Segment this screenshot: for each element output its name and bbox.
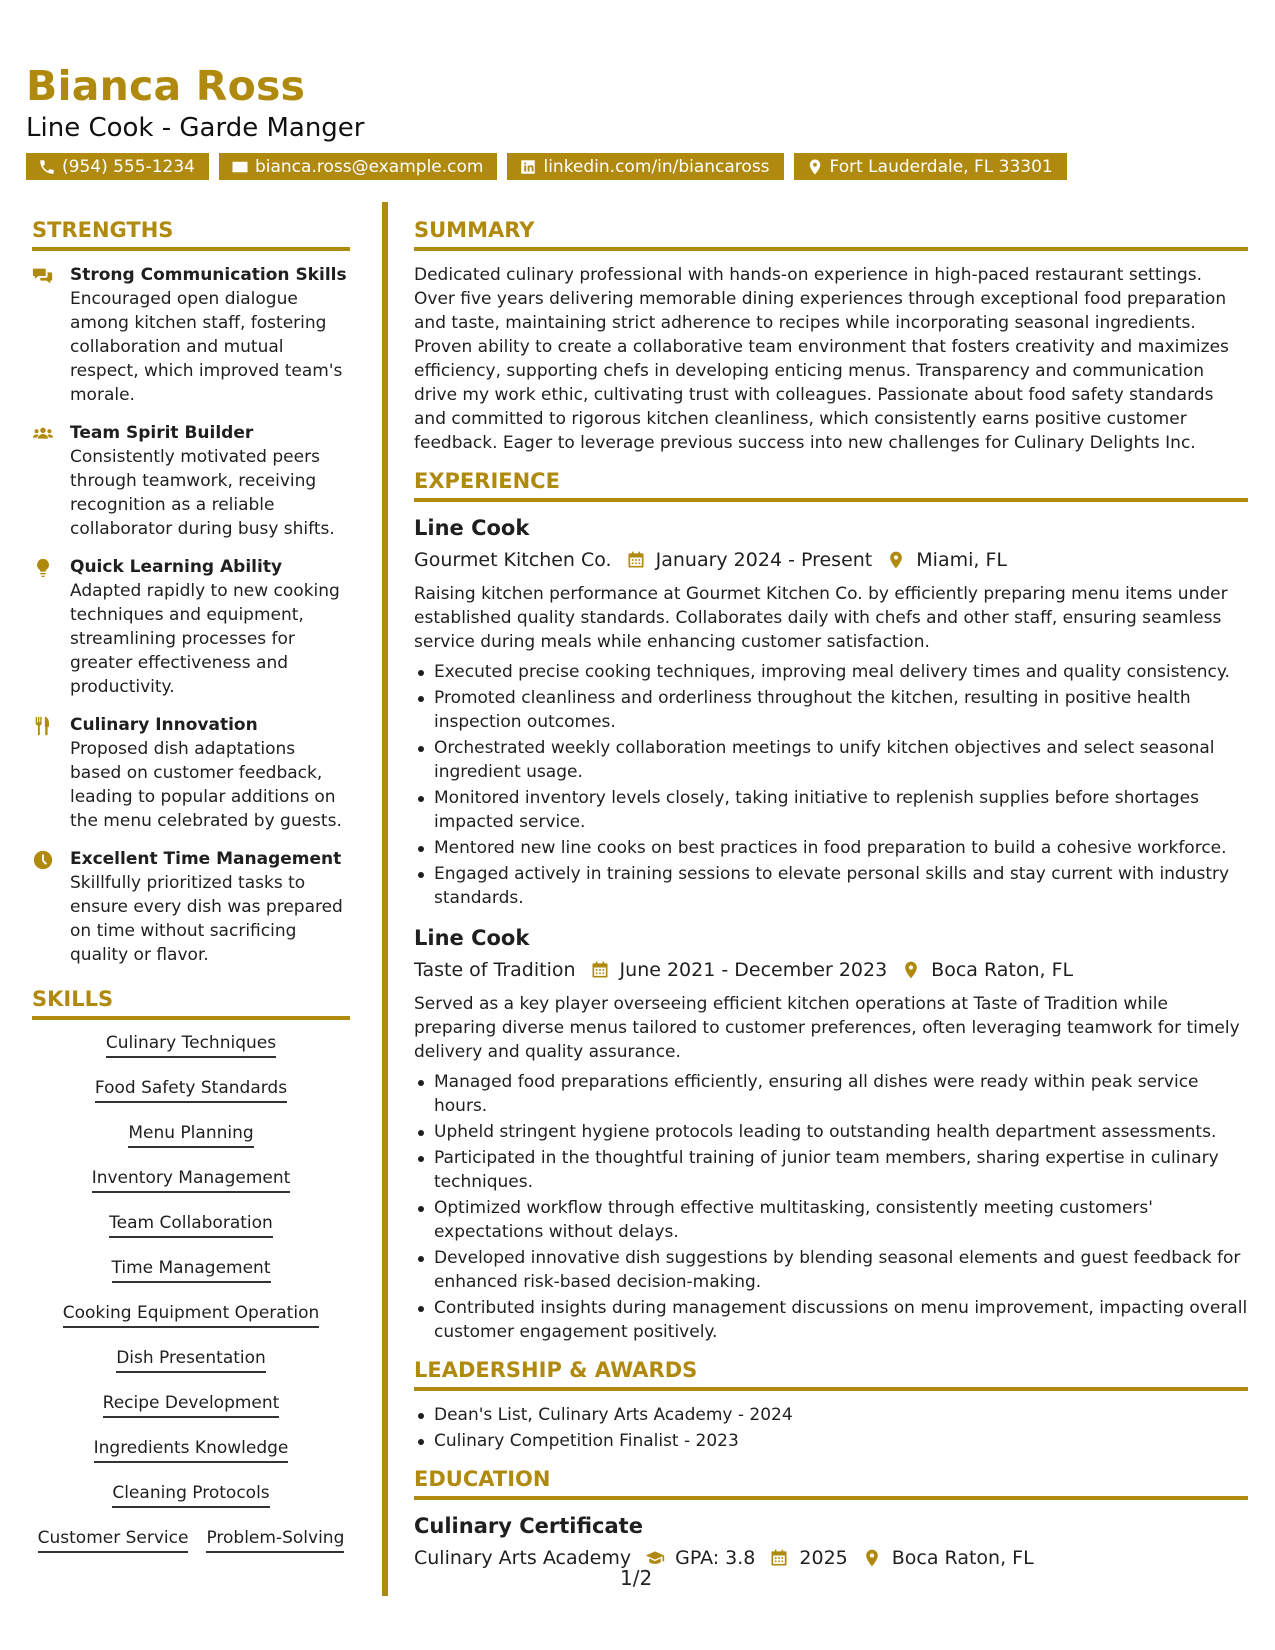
map-pin-icon: [862, 1548, 882, 1568]
job-company: Gourmet Kitchen Co.: [414, 549, 612, 571]
list-item: Monitored inventory levels closely, taking initiative to replenish supplies before shortages impacted service.: [414, 786, 1248, 834]
list-item: Optimized workflow through effective multitasking, consistently meeting customers' expectations without delays.: [414, 1196, 1248, 1244]
strength-item: [32, 421, 350, 541]
strength-item: [32, 713, 350, 833]
job-entry: [414, 514, 1248, 910]
strength-desc: Proposed dish adaptations based on customer feedback, leading to popular additions on the menu celebrated by guests.: [70, 739, 342, 831]
contact-phone-text: (954) 555-1234: [62, 156, 195, 177]
list-item: Developed innovative dish suggestions by blending seasonal elements and guest feedback for enhanced risk-based decision-making.: [414, 1246, 1248, 1294]
job-location: Miami, FL: [916, 549, 1007, 571]
experience-heading: EXPERIENCE: [414, 469, 1248, 502]
skill-item: Ingredients Knowledge: [94, 1437, 289, 1463]
job-dates: January 2024 - Present: [655, 549, 873, 571]
strength-title: Team Spirit Builder: [70, 423, 254, 443]
skill-item: Culinary Techniques: [106, 1032, 276, 1058]
strength-desc: Adapted rapidly to new cooking techniques and equipment, streamlining processes for greater effectiveness and productivity.: [70, 581, 340, 697]
strength-title: Excellent Time Management: [70, 849, 342, 869]
list-item: Mentored new line cooks on best practices in food preparation to build a cohesive workforce.: [414, 836, 1248, 860]
skill-item: Customer Service: [38, 1527, 189, 1553]
calendar-icon: [769, 1548, 789, 1568]
contact-linkedin[interactable]: [507, 153, 783, 180]
map-pin-icon: [901, 960, 921, 980]
education-location: Boca Raton, FL: [891, 1547, 1034, 1569]
job-title: Line Cook: [414, 516, 530, 540]
job-title: Line Cook: [414, 926, 530, 950]
comments-icon: [32, 265, 54, 287]
job-bullets: [414, 660, 1248, 910]
education-heading: EDUCATION: [414, 1467, 1248, 1500]
list-item: Engaged actively in training sessions to elevate personal skills and stay current with industry standards.: [414, 862, 1248, 910]
linkedin-icon: [519, 158, 537, 176]
strength-item: [32, 847, 350, 967]
strength-title: Strong Communication Skills: [70, 265, 347, 285]
skill-item: Menu Planning: [128, 1122, 253, 1148]
map-pin-icon: [806, 158, 824, 176]
calendar-icon: [590, 960, 610, 980]
utensils-icon: [32, 715, 54, 737]
strength-item: [32, 263, 350, 407]
education-meta: [414, 1544, 1248, 1572]
skill-item: Recipe Development: [103, 1392, 280, 1418]
strength-title: Quick Learning Ability: [70, 557, 283, 577]
job-description: Raising kitchen performance at Gourmet Kitchen Co. by efficiently preparing menu items under established quality standards. Collaborates daily with chefs and other staff, ensuring seamless service during meals while enhancing customer satisfaction.: [414, 584, 1228, 652]
job-meta: [414, 956, 1248, 984]
education-gpa: GPA: 3.8: [675, 1547, 756, 1569]
list-item: Culinary Competition Finalist - 2023: [414, 1429, 1248, 1453]
education-year: 2025: [799, 1547, 848, 1569]
strength-desc: Encouraged open dialogue among kitchen staff, fostering collaboration and mutual respect, which improved team's morale.: [70, 289, 343, 405]
job-dates: June 2021 - December 2023: [619, 959, 888, 981]
right-column: [414, 218, 1248, 1580]
job-company: Taste of Tradition: [414, 959, 576, 981]
list-item: Upheld stringent hygiene protocols leading to outstanding health department assessments.: [414, 1120, 1248, 1144]
list-item: Dean's List, Culinary Arts Academy - 2024: [414, 1403, 1248, 1427]
skill-item: Cooking Equipment Operation: [63, 1302, 320, 1328]
list-item: Contributed insights during management discussions on menu improvement, impacting overall customer engagement positively.: [414, 1296, 1248, 1344]
strength-desc: Consistently motivated peers through teamwork, receiving recognition as a reliable collaborator during busy shifts.: [70, 447, 335, 539]
envelope-icon: [231, 158, 249, 176]
strength-item: [32, 555, 350, 699]
strengths-heading: STRENGTHS: [32, 218, 350, 251]
list-item: Orchestrated weekly collaboration meetings to unify kitchen objectives and select seasonal ingredient usage.: [414, 736, 1248, 784]
column-divider: [382, 202, 388, 1596]
summary-heading: SUMMARY: [414, 218, 1248, 251]
skill-item: Inventory Management: [92, 1167, 291, 1193]
job-location: Boca Raton, FL: [931, 959, 1074, 981]
graduation-cap-icon: [645, 1548, 665, 1568]
list-item: Participated in the thoughtful training of junior team members, sharing expertise in culinary techniques.: [414, 1146, 1248, 1194]
skill-item: Food Safety Standards: [95, 1077, 287, 1103]
map-pin-icon: [886, 550, 906, 570]
summary-text: Dedicated culinary professional with hands-on experience in high-paced restaurant settings. Over five years delivering memorable dining experiences through exceptional food preparation and taste, maintaining strict adherence to recipes while incorporating seasonal ingredients. Proven ability to create a collaborative team environment that fosters creativity and maximizes efficiency, supporting chefs in developing enticing menus. Transparency and communication drive my work ethic, cultivating trust with colleagues. Passionate about food safety standards and committed to rigorous kitchen cleanliness, which consistently earns positive customer feedback. Eager to leverage previous success into new challenges for Culinary Delights Inc.: [414, 265, 1229, 453]
list-item: Promoted cleanliness and orderliness throughout the kitchen, resulting in positive health inspection outcomes.: [414, 686, 1248, 734]
education-school: Culinary Arts Academy: [414, 1547, 632, 1569]
leadership-heading: LEADERSHIP & AWARDS: [414, 1358, 1248, 1391]
users-icon: [32, 423, 54, 445]
contact-linkedin-text: linkedin.com/in/biancaross: [543, 156, 770, 177]
skills-list: [32, 1032, 350, 1572]
contact-email[interactable]: [219, 153, 498, 180]
job-meta: [414, 546, 1248, 574]
page-number: 1/2: [620, 1566, 653, 1590]
phone-icon: [38, 158, 56, 176]
skill-item: Dish Presentation: [116, 1347, 266, 1373]
skill-item: Cleaning Protocols: [112, 1482, 269, 1508]
strength-desc: Skillfully prioritized tasks to ensure every dish was prepared on time without sacrificing quality or flavor.: [70, 873, 343, 965]
skill-item: Time Management: [112, 1257, 271, 1283]
contact-location-text: Fort Lauderdale, FL 33301: [829, 156, 1053, 177]
candidate-title: Line Cook - Garde Manger: [26, 113, 365, 143]
job-entry: [414, 924, 1248, 1344]
strength-title: Culinary Innovation: [70, 715, 258, 735]
candidate-name: Bianca Ross: [26, 62, 306, 110]
leadership-list: [414, 1403, 1248, 1453]
clock-icon: [32, 849, 54, 871]
list-item: Executed precise cooking techniques, improving meal delivery times and quality consistency.: [414, 660, 1248, 684]
contact-bar: [26, 153, 1067, 180]
skill-item: Team Collaboration: [109, 1212, 273, 1238]
skills-heading: SKILLS: [32, 987, 350, 1020]
calendar-icon: [626, 550, 646, 570]
lightbulb-icon: [32, 557, 54, 579]
skill-item: Problem-Solving: [206, 1527, 344, 1553]
left-column: [32, 218, 350, 1572]
contact-phone[interactable]: [26, 153, 209, 180]
contact-location: [794, 153, 1067, 180]
contact-email-text: bianca.ross@example.com: [254, 156, 484, 177]
education-degree: Culinary Certificate: [414, 1514, 643, 1538]
job-description: Served as a key player overseeing efficient kitchen operations at Taste of Tradition while preparing diverse menus tailored to customer preferences, often leveraging teamwork for timely delivery and quality assurance.: [414, 994, 1240, 1062]
job-bullets: [414, 1070, 1248, 1344]
list-item: Managed food preparations efficiently, ensuring all dishes were ready within peak service hours.: [414, 1070, 1248, 1118]
